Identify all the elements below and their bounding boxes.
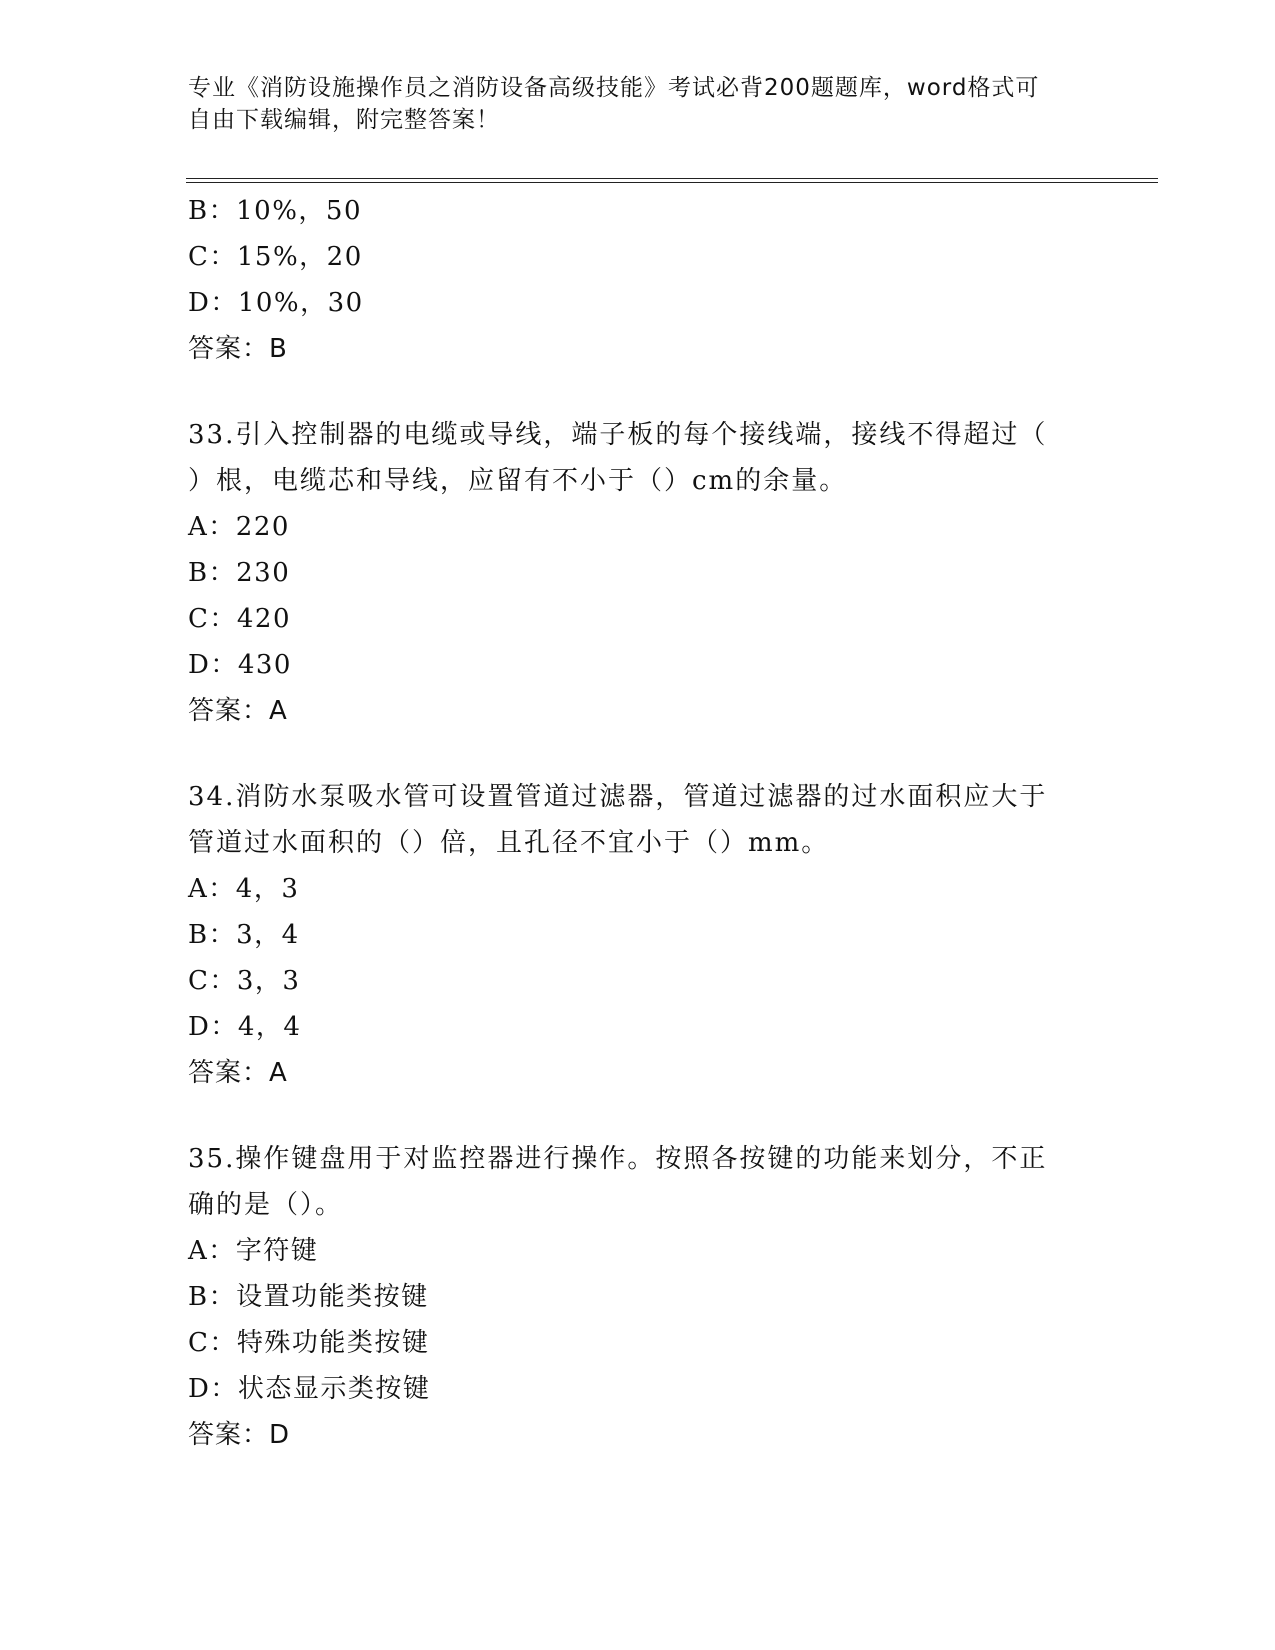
header-line-1: 专业《消防设施操作员之消防设备高级技能》考试必背200题题库，word格式可 (188, 75, 1040, 101)
answer-line: 答案：D (188, 1420, 291, 1450)
document-header (188, 72, 1068, 136)
option-b: B：10%，50 (188, 196, 362, 226)
question-text-line-2: ）根，电缆芯和导线，应留有不小于（）cm的余量。 (188, 466, 848, 496)
question-text-line-2: 管道过水面积的（）倍，且孔径不宜小于（）mm。 (188, 828, 830, 858)
question-block-34 (188, 774, 1088, 1096)
option-c: C：15%，20 (188, 242, 363, 272)
option-c: C：420 (188, 604, 292, 634)
answer-line: 答案：B (188, 334, 288, 364)
answer-line: 答案：A (188, 696, 288, 726)
answer-line: 答案：A (188, 1058, 288, 1088)
header-divider-top (186, 178, 1158, 179)
question-block-32-tail (188, 188, 1088, 372)
question-list (188, 188, 1088, 1458)
question-text-line-1: 34.消防水泵吸水管可设置管道过滤器，管道过滤器的过水面积应大于 (188, 782, 1048, 812)
option-d: D：4，4 (188, 1012, 302, 1042)
option-d: D：10%，30 (188, 288, 364, 318)
header-line-2: 自由下载编辑，附完整答案！ (188, 107, 500, 133)
option-c: C：3，3 (188, 966, 301, 996)
option-a: A：220 (188, 512, 290, 542)
question-text-line-1: 35.操作键盘用于对监控器进行操作。按照各按键的功能来划分，不正 (188, 1144, 1048, 1174)
question-text-line-1: 33.引入控制器的电缆或导线，端子板的每个接线端，接线不得超过（ (188, 420, 1048, 450)
option-c: C：特殊功能类按键 (188, 1328, 430, 1358)
question-text-line-2: 确的是（）。 (188, 1190, 344, 1220)
option-a: A：4，3 (188, 874, 300, 904)
option-b: B：3，4 (188, 920, 300, 950)
option-b: B：230 (188, 558, 291, 588)
option-b: B：设置功能类按键 (188, 1282, 429, 1312)
option-d: D：430 (188, 650, 292, 680)
question-block-35 (188, 1136, 1088, 1458)
header-divider-bottom (186, 182, 1158, 183)
question-block-33 (188, 412, 1088, 734)
option-a: A：字符键 (188, 1236, 319, 1266)
option-d: D：状态显示类按键 (188, 1374, 431, 1404)
